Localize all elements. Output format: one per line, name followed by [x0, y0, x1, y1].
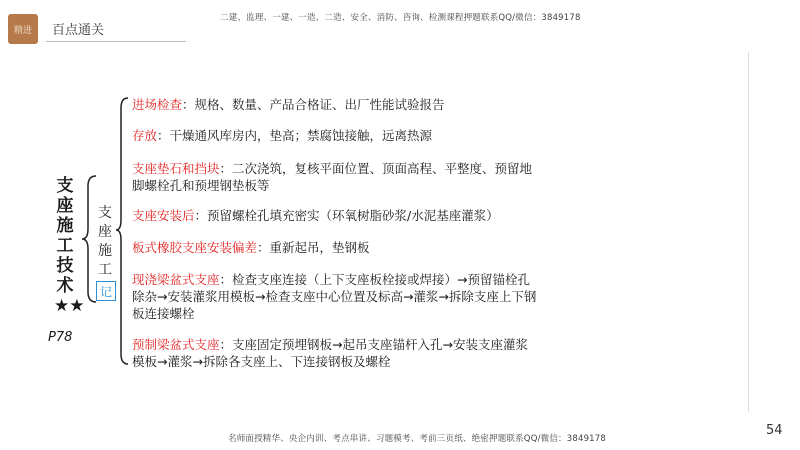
item-body: 检查支座连接（上下支座板栓接或焊接）→预留锚栓孔除杂→安装灌浆用模板→检查支座中心位置及标高→灌浆→拆除支座上下钢板连接螺栓 [132, 272, 537, 321]
item-heading: 进场检查 [132, 97, 183, 112]
item-separator: ： [219, 272, 233, 287]
list-item [132, 160, 537, 194]
list-item [132, 127, 537, 144]
item-heading: 板式橡胶支座安装偏差 [132, 240, 258, 255]
item-heading: 现浇梁盆式支座 [132, 272, 220, 287]
item-body: 支座固定预埋钢板→起吊支座锚杆入孔→安装支座灌浆模板→灌浆→拆除各支座上、下连接钢板及螺栓 [132, 337, 528, 369]
item-body: 重新起吊，垫钢板 [269, 240, 370, 255]
page-reference: P78 [48, 330, 73, 345]
item-body: 干燥通风库房内，垫高；禁腐蚀接触，远离热源 [169, 128, 433, 143]
subsection-title: 支座施工 [98, 205, 112, 278]
list-item [132, 239, 537, 256]
item-separator: ： [194, 208, 208, 223]
section-title-text: 支座施工技术★★ [54, 176, 85, 316]
item-heading: 存放 [132, 128, 158, 143]
right-divider [748, 52, 749, 412]
list-item [132, 207, 537, 224]
item-separator: ： [219, 337, 233, 352]
note-icon[interactable]: 记 [96, 281, 116, 301]
list-item [132, 336, 537, 370]
item-separator: ： [257, 240, 270, 255]
app-logo: 精进 [8, 14, 38, 44]
list-item [132, 271, 537, 322]
item-body: 二次浇筑，复核平面位置、顶面高程、平整度、预留地脚螺栓孔和预埋钢垫板等 [132, 161, 533, 193]
item-separator: ： [157, 128, 170, 143]
footer-contact-note: 名师面授精华、央企内训、考点串讲、习题模考、考前三页纸、绝密押题联系QQ/微信：3849178 [228, 434, 607, 444]
item-separator: ： [182, 97, 195, 112]
section-title [54, 176, 85, 316]
item-heading: 支座垫石和挡块 [132, 161, 220, 176]
header-contact-note: 二建、监理、一建、一造、二造、安全、消防、咨询、检测课程押题联系QQ/微信：3849178 [220, 13, 581, 23]
item-body: 规格、数量、产品合格证、出厂性能试验报告 [194, 97, 445, 112]
app-title: 百点通关 [52, 23, 105, 38]
title-underline [46, 41, 186, 42]
large-brace [114, 96, 130, 366]
item-body: 预留螺栓孔填充密实（环氧树脂砂浆/水泥基座灌浆） [207, 208, 499, 223]
item-heading: 预制梁盆式支座 [132, 337, 220, 352]
item-separator: ： [219, 161, 233, 176]
item-heading: 支座安装后 [132, 208, 195, 223]
page-number: 54 [766, 423, 783, 438]
list-item [132, 96, 537, 113]
